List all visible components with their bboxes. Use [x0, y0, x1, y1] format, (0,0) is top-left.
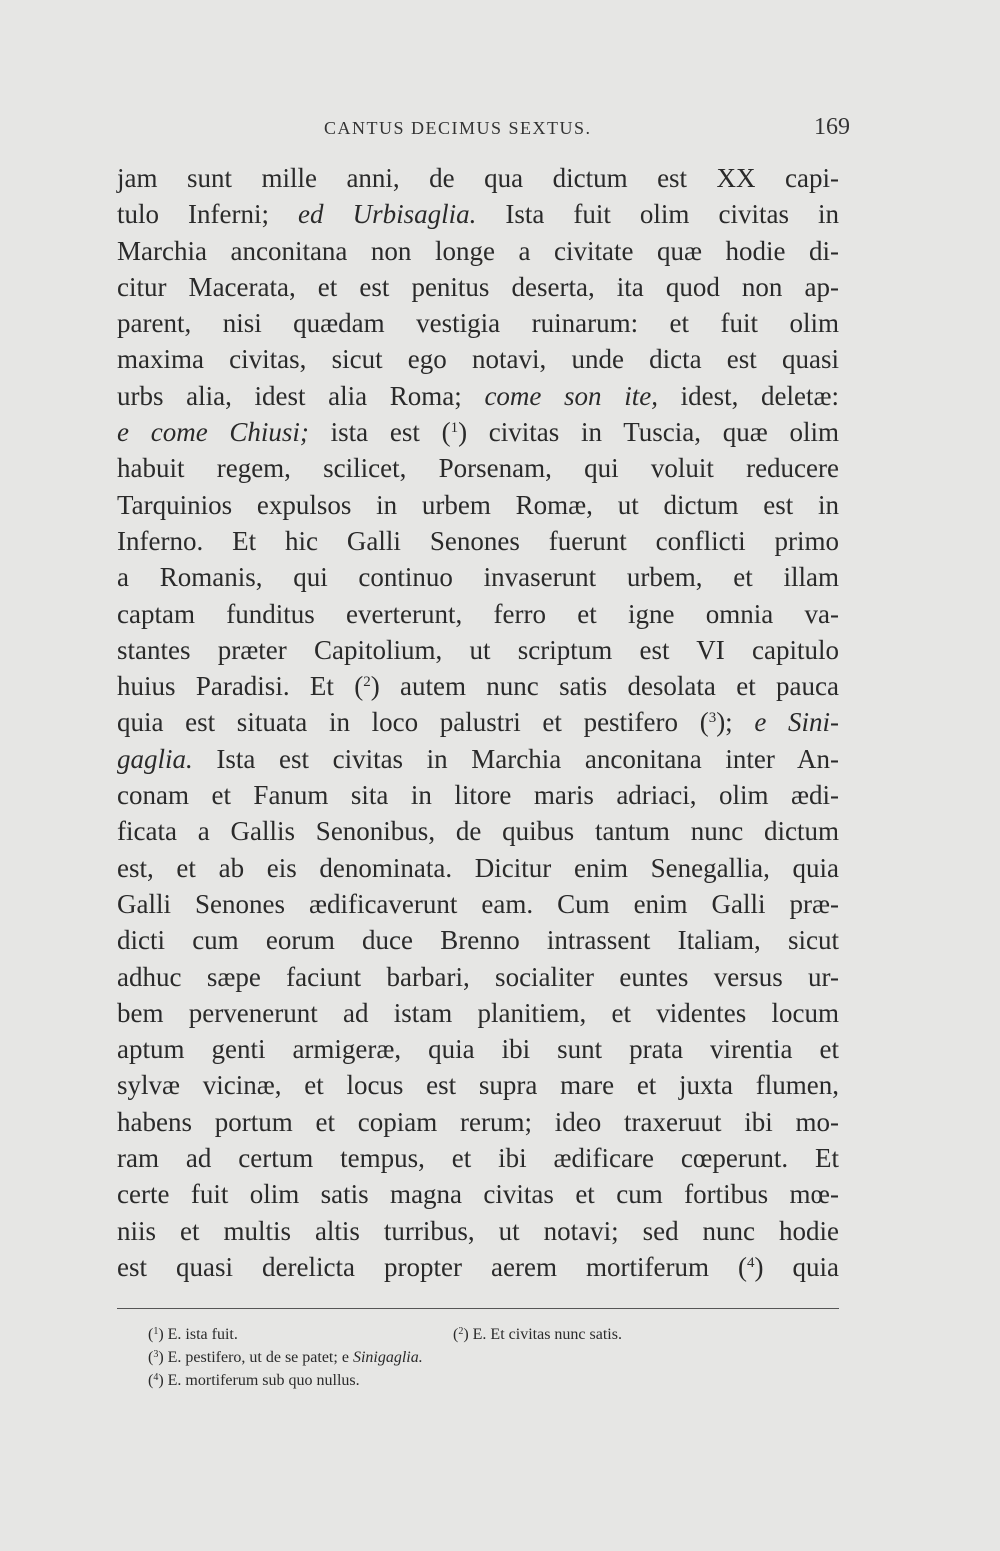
text-segment: maxima civitas, sicut ego notavi, unde dicta est quasi — [117, 344, 839, 375]
text-segment: ) autem nunc satis desolata et pauca — [370, 671, 839, 702]
text-segment: certe fuit olim satis magna civitas et cum fortibus mœ- — [117, 1179, 839, 1210]
text-line — [117, 596, 839, 632]
text-segment: niis et multis altis turribus, ut notavi; sed nunc hodie — [117, 1215, 839, 1246]
text-segment: citur Macerata, et est penitus deserta, ita quod non ap- — [117, 271, 839, 302]
text-segment: habens portum et copiam rerum; ideo traxeruut ibi mo- — [117, 1106, 839, 1137]
text-segment: parent, nisi quædam vestigia ruinarum: et fuit olim — [117, 308, 839, 339]
text-line — [117, 741, 839, 777]
footnote-1: ($^1$) E. ista fuit. — [148, 1326, 238, 1343]
text-segment: Ista fuit olim civitas in — [476, 199, 839, 230]
footnote-4: ($^4$) E. mortiferum sub quo nullus. — [148, 1372, 360, 1389]
text-line — [117, 1067, 839, 1103]
text-segment: Inferno. Et hic Galli Senones fuerunt conflicti primo — [117, 525, 839, 556]
footnote-ref: 1 — [450, 420, 459, 437]
text-line — [117, 414, 839, 450]
text-segment: dicti cum eorum duce Brenno intrassent Italiam, sicut — [117, 925, 839, 956]
text-segment: Ista est civitas in Marchia anconitana inter An- — [192, 743, 839, 774]
footnote-text: E. Et civitas nunc satis. — [468, 1326, 622, 1343]
text-line — [117, 523, 839, 559]
footnote-ref: 4 — [746, 1254, 755, 1271]
footnote-line — [148, 1346, 748, 1369]
text-line — [117, 850, 839, 886]
footnote-text: e — [341, 1349, 353, 1366]
italic-text: come son ite, — [484, 380, 658, 411]
text-line — [117, 959, 839, 995]
text-line — [117, 305, 839, 341]
italic-text: ed Urbisaglia. — [298, 199, 477, 230]
footnote-ref: 3 — [708, 710, 717, 727]
main-text — [117, 160, 839, 1285]
text-segment: est, et ab eis denominata. Dicitur enim Senegallia, quia — [117, 852, 839, 883]
italic-text: gaglia. — [117, 743, 193, 774]
footnotes — [148, 1323, 748, 1392]
text-segment: ficata a Gallis Senonibus, de quibus tantum nunc dictum — [117, 816, 839, 847]
text-line — [117, 1031, 839, 1067]
text-line — [117, 487, 839, 523]
text-line — [117, 668, 839, 704]
text-line — [117, 704, 839, 740]
text-line — [117, 378, 839, 414]
text-segment: bem pervenerunt ad istam planitiem, et videntes locum — [117, 997, 839, 1028]
page-number: 169 — [814, 114, 850, 140]
text-segment: habuit regem, scilicet, Porsenam, qui voluit reducere — [117, 453, 839, 484]
text-segment: adhuc sæpe faciunt barbari, socialiter euntes versus ur- — [117, 961, 839, 992]
footnote-line — [148, 1323, 748, 1346]
running-head — [118, 114, 850, 148]
text-line — [117, 632, 839, 668]
text-segment: Marchia anconitana non longe a civitate quæ hodie di- — [117, 235, 839, 266]
text-line — [117, 196, 839, 232]
text-line — [117, 450, 839, 486]
text-segment: stantes præter Capitolium, ut scriptum est VI capitulo — [117, 634, 839, 665]
text-segment: sylvæ vicinæ, et locus est supra mare et juxta flumen, — [117, 1070, 839, 1101]
text-segment: quia est situata in loco palustri et pestifero ( — [117, 707, 709, 738]
text-line — [117, 995, 839, 1031]
text-segment: idest, deletæ: — [657, 380, 839, 411]
footnote-text: E. ista fuit. — [163, 1326, 238, 1343]
text-line — [117, 1249, 839, 1285]
text-segment: aptum genti armigeræ, quia ibi sunt prata virentia et — [117, 1034, 839, 1065]
footnote-text: E. pestifero, ut de se patet; — [163, 1349, 342, 1366]
text-line — [117, 341, 839, 377]
text-segment: ) civitas in Tuscia, quæ olim — [458, 417, 839, 448]
text-segment: ) quia — [754, 1251, 839, 1282]
text-segment: urbs alia, idest alia Roma; — [117, 380, 485, 411]
footnote-text: E. mortiferum sub quo nullus. — [163, 1372, 360, 1389]
text-segment: Tarquinios expulsos in urbem Romæ, ut dictum est in — [117, 489, 839, 520]
text-segment: ram ad certum tempus, et ibi ædificare cœperunt. Et — [117, 1143, 839, 1174]
text-line — [117, 813, 839, 849]
italic-text: e Sini- — [754, 707, 840, 738]
text-line — [117, 777, 839, 813]
footnote-mark: 2 — [458, 1326, 464, 1337]
footnote-ref: 2 — [363, 674, 371, 691]
text-line — [117, 1213, 839, 1249]
text-line — [117, 559, 839, 595]
text-segment: a Romanis, qui continuo invaserunt urbem, et illam — [117, 562, 839, 593]
text-segment: ); — [716, 707, 755, 738]
footnote-mark: 4 — [153, 1372, 159, 1383]
text-segment: ista est ( — [308, 417, 451, 448]
footnote-mark: 3 — [153, 1349, 159, 1360]
text-line — [117, 160, 839, 196]
footnote-italic: Sinigaglia. — [352, 1349, 423, 1366]
footnote-3: ($^3$) E. pestifero, ut de se patet; e Sinigaglia. — [148, 1349, 423, 1366]
text-line — [117, 1176, 839, 1212]
text-segment: jam sunt mille anni, de qua dictum est XX capi- — [117, 163, 839, 193]
footnote-line — [148, 1369, 748, 1392]
italic-text: e come Chiusi; — [117, 417, 309, 448]
text-segment: captam funditus everterunt, ferro et igne omnia va- — [117, 598, 839, 629]
footnote-mark: 1 — [153, 1326, 159, 1337]
text-line — [117, 886, 839, 922]
footnote-2: ($^2$) E. Et civitas nunc satis. — [453, 1326, 622, 1343]
footnote-rule — [117, 1308, 839, 1309]
text-line — [117, 1140, 839, 1176]
text-segment: huius Paradisi. Et ( — [117, 671, 364, 702]
text-line — [117, 233, 839, 269]
text-segment: est quasi derelicta propter aerem mortiferum ( — [117, 1251, 747, 1282]
text-segment: Galli Senones ædificaverunt eam. Cum enim Galli præ- — [117, 888, 839, 919]
text-line — [117, 1104, 839, 1140]
running-title: CANTUS DECIMUS SEXTUS. — [324, 118, 592, 138]
text-segment: tulo Inferni; — [117, 199, 299, 230]
text-segment: conam et Fanum sita in litore maris adriaci, olim ædi- — [117, 780, 839, 811]
text-line — [117, 269, 839, 305]
text-line — [117, 922, 839, 958]
